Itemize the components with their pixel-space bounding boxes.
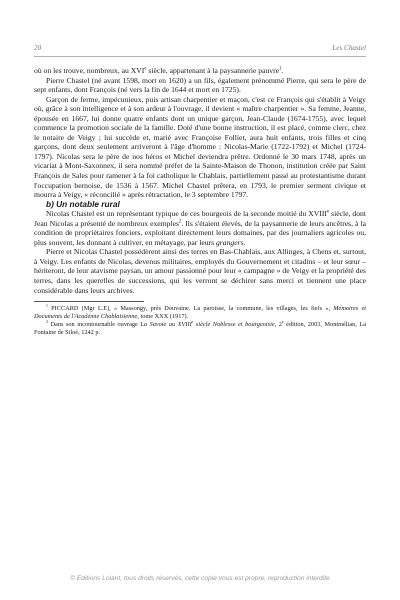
copyright-notice: © Editions Lolant, tous droits réservés, cette copie vous est propre, reproduction interdite [70,575,330,582]
page-number: 20 [34,44,42,52]
paragraph: Pierre et Nicolas Chastel possédèrent ainsi des terres en Bas-Chablais, aux Allinges, à Chens et, surtout, à Veigy. Les enfants de Nicolas, devenus militaires, employés du Gouvernement et citadins – et leur sœur – hériteront, de leur atavisme paysan, un amour passionné pour leur « campagne » de Veigy et la propriété des terres, dans les querelles de successions, qui les verront se déchirer sans merci et tiennent une place considérable dans leurs archives. [34,247,366,295]
footnote: $^1$ PICCARD (Mgr L.E), « Massongy, près Douvaine. La paroisse, la commune, les villages, les fiefs », Mémoires et Documents de l'Académie Chablaisienne, tome XXX (1917). [34,304,366,321]
paragraph: Pierre Chastel (né avant 1598, mort en 1620) a un fils, également prénommé Pierre, qui sera le père de sept enfants, dont François (né vers la fin de 1644 et mort en 1725). [34,75,366,95]
footnote-ref: 2 [178,219,182,225]
section-title: b) Un notable rural [46,198,120,209]
footnote-divider [34,301,144,302]
running-title: Les Chastel [332,44,366,52]
footnote-ref: 1 [279,66,282,72]
page-body [34,66,366,338]
paragraph: Garçon de ferme, impécunieux, puis artisan charpentier et maçon, c'est ce François qui s'établit à Veigy où, grâce à son intelligence et à son ardeur à l'ouvrage, il devient « maître charpentier ». Sa femme, Jeanne, épousée en 1667, lui donne quatre enfants dont un unique garçon, Jean-Claude (1674-1755), avec lequel commence la promotion sociale de la famille. Doté d'une bonne instruction, il est placé, comme clerc, chez le notaire de Veigy ; lui succède et, marié avec Françoise Folliet, aura huit enfants, trois filles et cinq garçons, dont deux seulement arriveront à l'âge d'homme : Nicolas-Marie (1722-1792) et Michel (1724-1797). Nicolas sera le père de nos héros et Michel deviendra prêtre. Ordonné le 30 mars 1748, après un vicariat à Mont-Saxonnex, il sera nommé préfet de la Sainte-Maison de Thonon, institution créée par Saint François de Sales pour ramener à la foi catholique le Chablais, partiellement passé au protestantisme durant l'occupation bernoise, de 1536 à 1567. Michel Chastel prêtera, en 1793, le premier serment civique et mourra à Veigy, « réconcilié » après rétractation, le 3 septembre 1797. [34,94,366,200]
paragraph: où on les trouve, nombreux, au XVIe siècle, appartenant à la paysannerie pauvre$^1$. [34,66,284,75]
footnotes [34,301,366,337]
page-header [34,42,366,57]
footnote: $^2$ Dans son incontournable ouvrage La Savoie au XVIIIe siècle Noblesse et bourgeoisie, 2e édition, 2003, Montmélian, La Fontaine de Siloé, 1242 p. [34,320,367,337]
paragraph: Nicolas Chastel est un représentant typique de ces bourgeois de la seconde moitié du XVIIIe siècle, dont Jean Nicolas a présenté de nombreux exemples$^2$. Ils s'étaient élevés, de la paysannerie de leurs ancêtres, à la condition de propriétaires fonciers, exploitant directement leurs domaines, par des journaliers agricoles ou, plus souvent, les donnant à cultiver, en métayage, par leurs grangers. [34,209,366,247]
